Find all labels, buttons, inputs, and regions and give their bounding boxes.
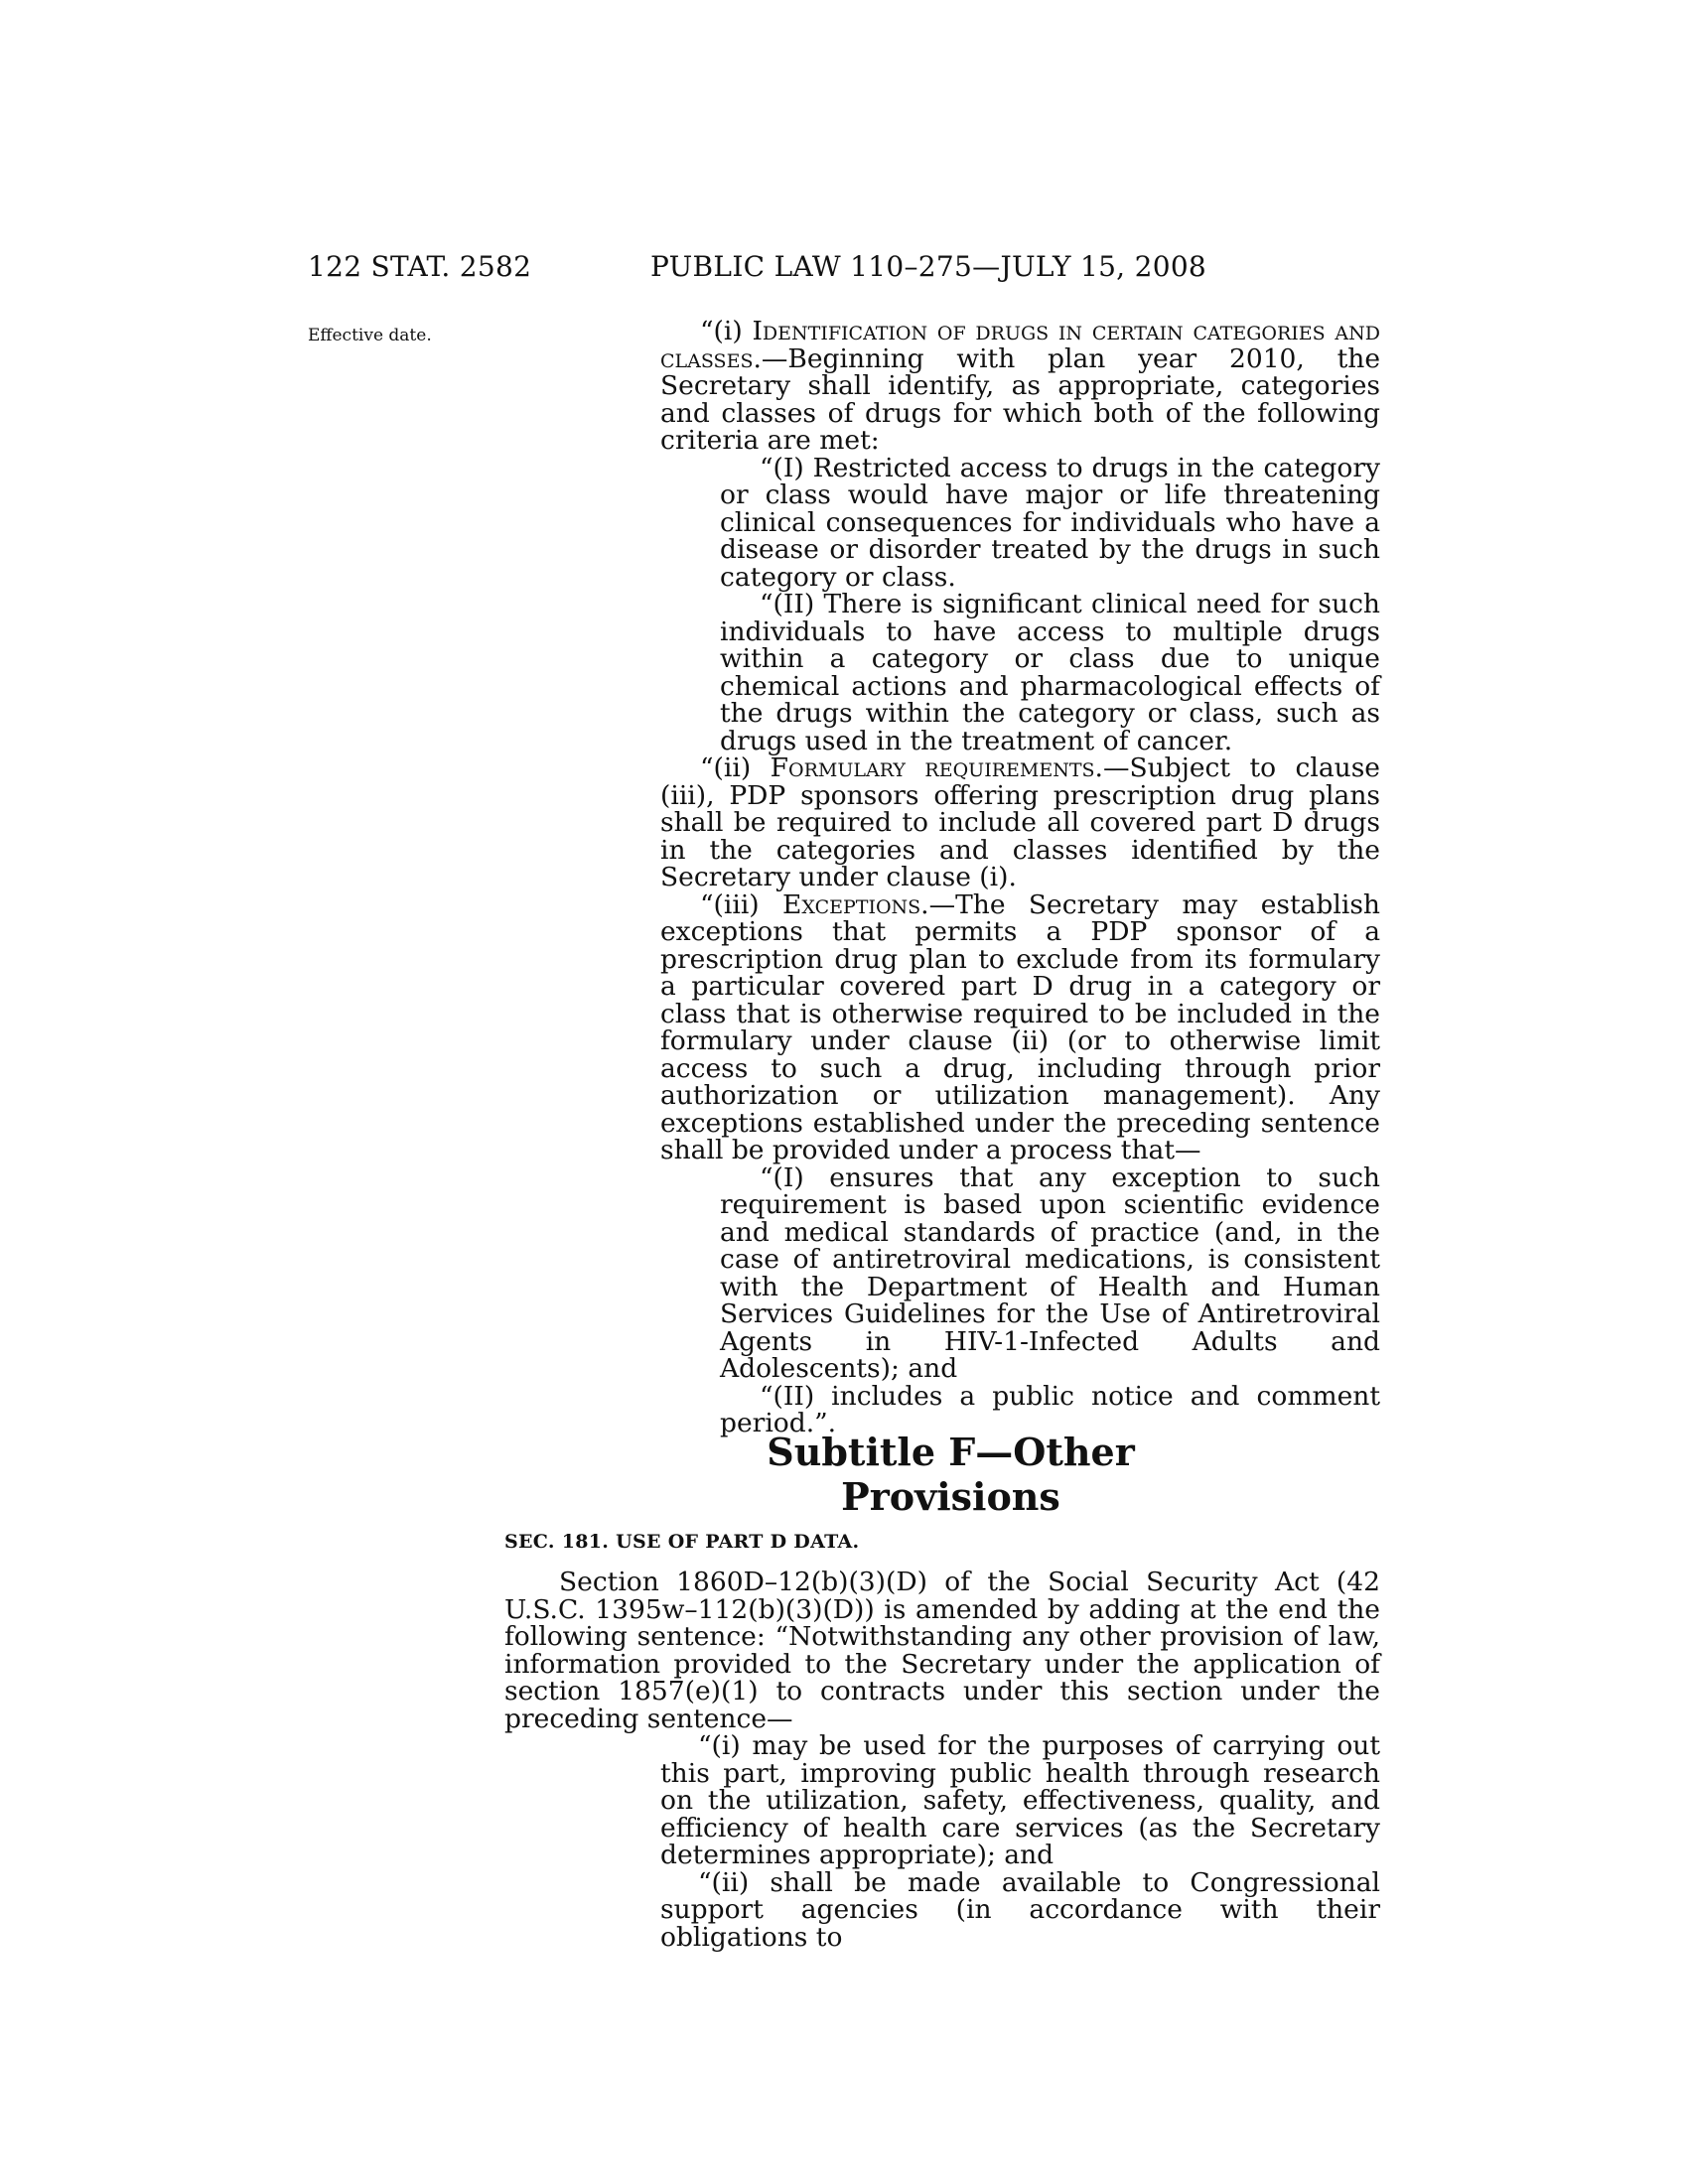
clause-ii-text: .—Subject to clause (iii), PDP sponsors offering prescription drug plans shall be required to include all covered part D drugs in the categories and classes identified by the Secretary under clause (i). (660, 752, 1380, 892)
subtitle-heading: Subtitle F—Other Provisions (767, 1430, 1135, 1519)
section-item-i: “(i) may be used for the purposes of carrying out this part, improving public health through research on the utilization, safety, effectiveness, quality, and efficiency of health care services (as the Secretary determines appropriate); and (660, 1730, 1380, 1870)
clause-i-open: “(i) (700, 316, 753, 346)
clause-i-heading: Identification of drugs in certain categories and classes (660, 316, 1381, 374)
clause-iii (660, 888, 1380, 1165)
stat-page-number: 122 STAT. 2582 (308, 250, 532, 283)
section-item-ii: “(ii) shall be made available to Congressional support agencies (in accordance with their obligations to (660, 1866, 1380, 1953)
clause-iii-heading: Exceptions (782, 888, 921, 920)
page-header (308, 250, 1380, 290)
clause-iii-text: .—The Secretary may establish exceptions that permits a PDP sponsor of a prescription drug plan to exclude from its formulary a particular covered part D drug in a category or class that is otherwise required to be included in the formulary under clause (ii) (or to otherwise limit access to such a drug, including through prior authorization or utilization management). Any exceptions established under the preceding sentence shall be provided under a process that— (660, 888, 1380, 1165)
section-heading: SEC. 181. USE OF PART D DATA. (504, 1531, 860, 1553)
clause-iii-I: “(I) ensures that any exception to such requirement is based upon scientific evidence and medical standards of practice (and, in the case of antiretroviral medications, is consistent with the Department of Health and Human Services Guidelines for the Use of Antiretroviral Agents in HIV-1-Infected Adults and Adolescents); and (720, 1161, 1380, 1384)
section-text: Section 1860D–12(b)(3)(D) of the Social Security Act (42 U.S.C. 1395w–112(b)(3)(D)) is amended by adding at the end the following sentence: “Notwithstanding any other provision of law, information provided to the Secretary under the application of section 1857(e)(1) to contracts under this section under the preceding sentence— (504, 1567, 1380, 1734)
margin-note: Effective date. (308, 326, 432, 345)
clause-iii-open: “(iii) (700, 888, 783, 920)
clause-ii (660, 754, 1380, 891)
amendment-text (660, 318, 1380, 1437)
clause-ii-open: “(ii) (700, 752, 771, 783)
clause-i-I: “(I) Restricted access to drugs in the category or class would have major or life threatening clinical consequences for individuals who have a disease or disorder treated by the drugs in such category or class. (720, 452, 1380, 593)
clause-ii-heading: Formulary requirements (770, 752, 1095, 783)
clause-i-text: .—Beginning with plan year 2010, the Secretary shall identify, as appropriate, categories and classes of drugs for which both of the following criteria are met: (660, 342, 1380, 456)
clause-i-II: “(II) There is significant clinical need for such individuals to have access to multiple drugs within a category or class due to unique chemical actions and pharmacological effects of the drugs within the category or class, such as drugs used in the treatment of cancer. (720, 589, 1380, 756)
clause-iii-II: “(II) includes a public notice and comment period.”. (720, 1380, 1380, 1438)
clause-i (660, 318, 1380, 455)
section-body (504, 1569, 1380, 1951)
law-title: PUBLIC LAW 110–275—JULY 15, 2008 (650, 250, 1207, 283)
